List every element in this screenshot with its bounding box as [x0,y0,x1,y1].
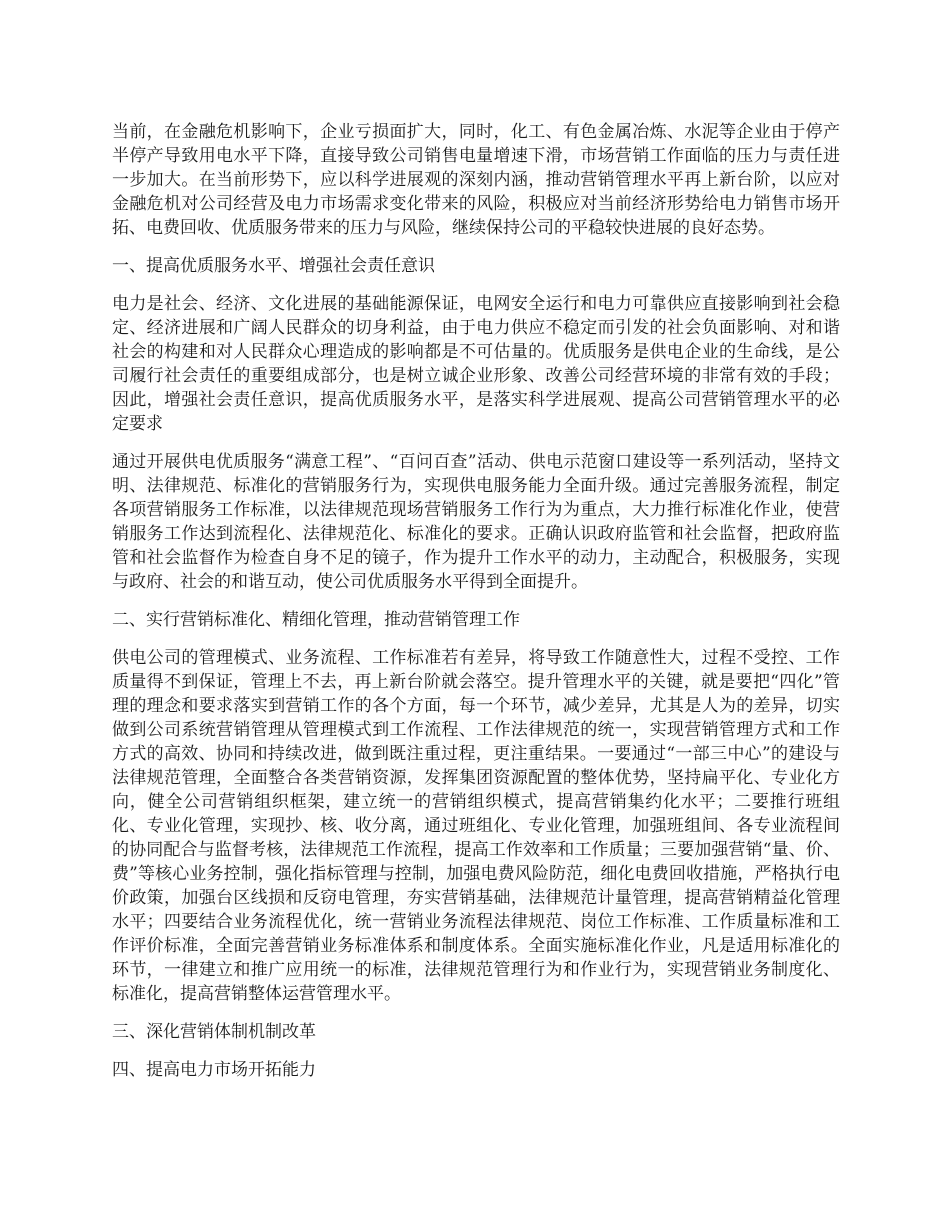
section-2-paragraph-1: 供电公司的管理模式、业务流程、工作标准若有差异，将导致工作随意性大，过程不受控、工作质量得不到保证，管理上不去，再上新台阶就会落空。提升管理水平的关键，就是要把“四化”管理的理念和要求落实到营销工作的各个方面，每一个环节，减少差异，尤其是人为的差异，切实做到公司系统营销管理从管理模式到工作流程、工作法律规范的统一，实现营销管理方式和工作方式的高效、协同和持续改进，做到既注重过程，更注重结果。一要通过“一部三中心”的建设与法律规范管理，全面整合各类营销资源，发挥集团资源配置的整体优势，坚持扁平化、专业化方向，健全公司营销组织框架，建立统一的营销组织模式，提高营销集约化水平；二要推行班组化、专业化管理，实现抄、核、收分离，通过班组化、专业化管理，加强班组间、各专业流程间的协同配合与监督考核，法律规范工作流程，提高工作效率和工作质量；三要加强营销“量、价、费”等核心业务控制，强化指标管理与控制，加强电费风险防范，细化电费回收措施，严格执行电价政策，加强台区线损和反窃电管理，夯实营销基础，法律规范计量管理，提高营销精益化管理水平；四要结合业务流程优化，统一营销业务流程法律规范、岗位工作标准、工作质量标准和工作评价标准，全面完善营销业务标准体系和制度体系。全面实施标准化作业，凡是适用标准化的环节，一律建立和推广应用统一的标准，法律规范管理行为和作业行为，实现营销业务制度化、标准化，提高营销整体运营管理水平。 [112,648,840,1004]
intro-paragraph: 当前，在金融危机影响下，企业亏损面扩大，同时，化工、有色金属冶炼、水泥等企业由于停产半停产导致用电水平下降，直接导致公司销售电量增速下滑，市场营销工作面临的压力与责任进一步加大。在当前形势下，应以科学进展观的深刻内涵，推动营销管理水平再上新台阶，以应对金融危机对公司经营及电力市场需求变化带来的风险，积极应对当前经济形势给电力销售市场开拓、电费回收、优质服务带来的压力与风险，继续保持公司的平稳较快进展的良好态势。 [112,122,840,238]
section-heading-3: 三、深化营销体制机制改革 [112,1022,316,1042]
section-1-paragraph-1: 电力是社会、经济、文化进展的基础能源保证，电网安全运行和电力可靠供应直接影响到社会稳定、经济进展和广阔人民群众的切身利益，由于电力供应不稳定而引发的社会负面影响、对和谐社会的构建和对人民群众心理造成的影响都是不可估量的。优质服务是供电企业的生命线，是公司履行社会责任的重要组成部分，也是树立诚企业形象、改善公司经营环境的非常有效的手段；因此，增强社会责任意识，提高优质服务水平，是落实科学进展观、提高公司营销管理水平的必定要求 [112,294,840,434]
section-heading-1: 一、提高优质服务水平、增强社会责任意识 [112,256,435,276]
section-1-paragraph-2: 通过开展供电优质服务“满意工程”、“百问百查”活动、供电示范窗口建设等一系列活动，坚持文明、法律规范、标准化的营销服务行为，实现供电服务能力全面升级。通过完善服务流程，制定各项营销服务工作标准，以法律规范现场营销服务工作行为为重点，大力推行标准化作业，使营销服务工作达到流程化、法律规范化、标准化的要求。正确认识政府监管和社会监督，把政府监管和社会监督作为检查自身不足的镜子，作为提升工作水平的动力，主动配合，积极服务，实现与政府、社会的和谐互动，使公司优质服务水平得到全面提升。 [112,452,840,592]
document-body [112,120,840,1096]
section-heading-4: 四、提高电力市场开拓能力 [112,1060,316,1080]
section-heading-2: 二、实行营销标准化、精细化管理，推动营销管理工作 [112,610,520,630]
